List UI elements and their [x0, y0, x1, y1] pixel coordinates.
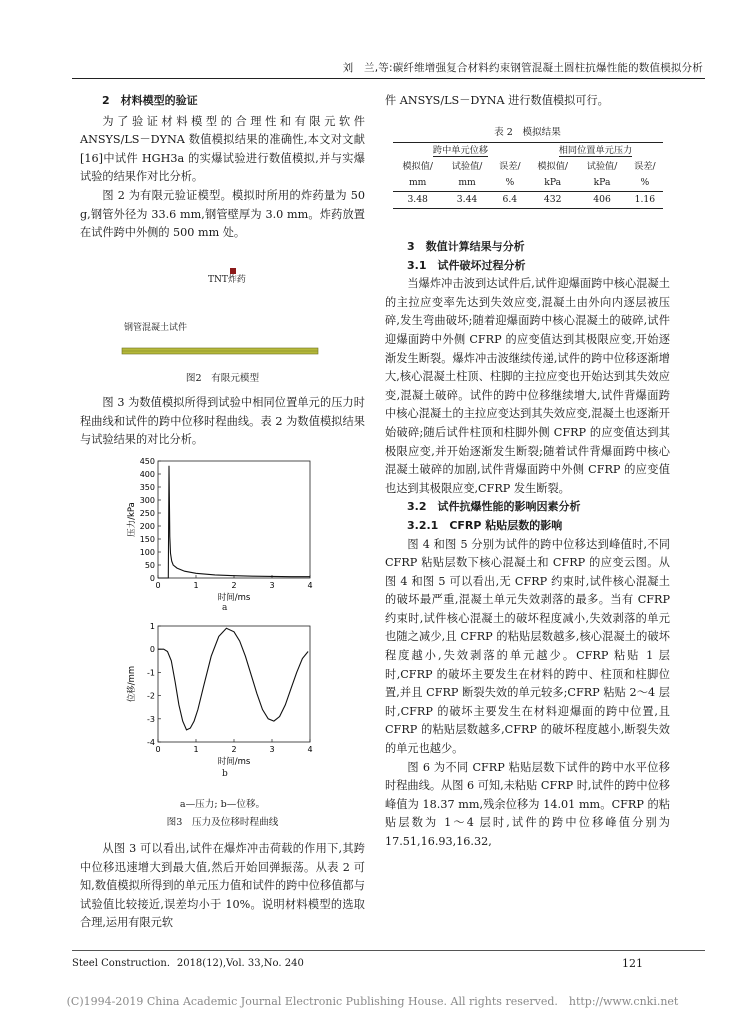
x-tick-label: 3	[269, 581, 275, 590]
left-column	[80, 92, 365, 243]
x-tick-label: 2	[231, 745, 237, 754]
y-tick-label: 200	[139, 522, 155, 531]
y-tick-label: 450	[139, 457, 155, 466]
paragraph: 图 3 为数值模拟所得到试验中相同位置单元的压力时程曲线和试件的跨中位移时程曲线。表 2 为数值模拟结果与试验结果的对比分析。	[80, 396, 365, 447]
figure-3-legend: a—压力; b—位移。	[179, 799, 266, 810]
right-column-body	[385, 238, 670, 852]
table-2	[393, 142, 663, 209]
pressure-time-chart	[120, 455, 330, 615]
x-axis-label: 时间/ms	[217, 757, 251, 767]
footer-rule	[72, 950, 705, 951]
table-unit: mm	[458, 177, 476, 188]
x-tick-label: 0	[155, 745, 161, 754]
y-tick-label: 0	[149, 574, 155, 583]
table-col-header: 试验值/	[451, 161, 483, 172]
series-line-压力	[158, 466, 310, 578]
table-group-header: 跨中单元位移	[393, 143, 528, 160]
x-tick-label: 1	[193, 581, 199, 590]
tnt-label: TNT炸药	[208, 275, 246, 285]
paragraph: 为了验证材料模型的合理性和有限元软件 ANSYS/LS－DYNA 数值模拟结果的准确性,本文对文献[16]中试件 HGH3a 的实爆试验进行数值模拟,并与实爆试验的结果作对比分析。	[80, 114, 365, 184]
y-tick-label: 1	[149, 622, 155, 631]
plot-frame	[158, 461, 310, 578]
y-axis-label: 位移/mm	[127, 665, 137, 703]
paragraph: 当爆炸冲击波到达试件后,试件迎爆面跨中核心混凝土的主拉应变率先达到失效应变,混凝土由外向内逐层被压碎,发生弯曲破坏;随着迎爆面跨中核心混凝土的破碎,试件迎爆面跨中外侧 CFRP 的应变值达到其极限应变,开始逐渐发生断裂。爆炸冲击波继续传递,试件的跨中位移逐渐增大,核心混凝土柱顶、柱脚的主拉应变也开始达到其失效应变,混凝土破碎。试件的跨中位移继续增大,试件背爆面跨中核心混凝土的主拉应变达到其失效应变,混凝土也逐渐开始破碎;随后试件柱顶和柱脚外侧 CFRP 的应变值达到其极限应变,并开始逐渐发生断裂;随着试件背爆面跨中核心混凝土破碎的加剧,试件背爆面跨中外侧 CFRP 的应变值也达到其极限应变,CFRP 发生断裂。	[385, 277, 670, 495]
y-tick-label: -3	[147, 714, 155, 724]
y-tick-label: 150	[139, 535, 155, 544]
left-column-3	[80, 840, 365, 933]
table-row	[393, 192, 663, 209]
paragraph: 图 6 为不同 CFRP 粘贴层数下试件的跨中水平位移时程曲线。从图 6 可知,未粘贴 CFRP 时,试件的跨中位移峰值为 18.37 mm,残余位移为 14.01 mm。CFRP 的粘贴层数为 1～4 层时,试件的跨中位移峰值分别为 17.51,16.93,16.32,	[385, 760, 670, 848]
y-tick-label: 350	[139, 483, 155, 492]
x-tick-label: 4	[307, 745, 313, 754]
paragraph-continuation: 件 ANSYS/LS－DYNA 进行数值模拟可行。	[385, 94, 609, 107]
x-tick-label: 3	[269, 745, 275, 754]
copyright-notice: (C)1994-2019 China Academic Journal Electronic Publishing House. All rights reserved. http://www.cnki.net	[66, 995, 679, 1008]
displacement-time-chart	[120, 620, 330, 788]
paragraph: 图 2 为有限元验证模型。模拟时所用的炸药量为 50 g,钢管外径为 33.6 mm,钢管壁厚为 3.0 mm。炸药放置在试件跨中外侧的 500 mm 处。	[80, 188, 365, 240]
figure-2-caption: 图2 有限元模型	[185, 373, 260, 384]
paragraph: 从图 3 可以看出,试件在爆炸冲击荷载的作用下,其跨中位移迅速增大到最大值,然后开始回弹振荡。从表 2 可知,数值模拟所得到的单元压力值和试件的跨中位移值都与试验值比较接近,误差均小于 10%。说明材料模型的选取合理,运用有限元软	[80, 842, 365, 930]
section-3-1-heading: 3.1 试件破坏过程分析	[407, 258, 526, 272]
y-tick-label: 400	[139, 470, 155, 479]
journal-citation: Steel Construction．2018(12),Vol. 33,No. 240	[72, 958, 304, 969]
y-tick-label: 50	[144, 561, 155, 570]
header-rule	[72, 78, 705, 79]
table-cell: 1.16	[627, 192, 663, 209]
plot-frame	[158, 626, 310, 742]
y-tick-label: -1	[147, 668, 155, 678]
figure-3-caption: 图3 压力及位移时程曲线	[166, 817, 279, 828]
table-unit: %	[640, 177, 650, 188]
table-cell: 432	[528, 192, 577, 209]
table-unit: mm	[408, 177, 427, 188]
x-axis-label: 时间/ms	[217, 593, 251, 603]
table-col-header: 误差/	[499, 161, 521, 172]
table-cell: 3.48	[393, 192, 442, 209]
x-tick-label: 0	[155, 581, 161, 590]
panel-b-label: b	[222, 769, 228, 779]
specimen-label: 钢管混凝土试件	[124, 323, 188, 333]
running-title: 刘 兰,等:碳纤维增强复合材料约束钢管混凝土圆柱抗爆性能的数值模拟分析	[342, 62, 703, 74]
table-col-header: 试验值/	[586, 161, 618, 172]
section-3-2-heading: 3.2 试件抗爆性能的影响因素分析	[407, 500, 581, 514]
section-3-heading: 3 数值计算结果与分析	[407, 240, 525, 253]
table-cell: 406	[577, 192, 626, 209]
paragraph: 图 4 和图 5 分别为试件的跨中位移达到峰值时,不同 CFRP 粘贴层数下核心混凝土和 CFRP 的应变云图。从图 4 和图 5 可以看出,无 CFRP 约束时,试件核心混凝土的破坏最严重,混凝土单元失效剥落的最多。当有 CFRP 约束时,试件核心混凝土的破坏程度减小,失效剥落的单元也随之减少,且 CFRP 的粘贴层数越多,核心混凝土的破坏程度越小,失效剥落的单元越少。CFRP 粘贴 1 层时,CFRP 的破坏主要发生在材料的跨中、柱顶和柱脚位置,并且 CFRP 断裂失效的单元较多;CFRP 粘贴 2～4 层时,CFRP 的破坏主要发生在材料迎爆面的跨中位置,且 CFRP 的粘贴层数越多,CFRP 的破坏程度越小,断裂失效的单元也越少。	[385, 537, 670, 756]
table-col-header: 模拟值/	[537, 161, 568, 172]
x-tick-label: 4	[307, 581, 313, 590]
panel-a-label: a	[222, 603, 228, 613]
left-column-2	[80, 394, 365, 450]
table-cell: 6.4	[492, 192, 528, 209]
page-number: 121	[622, 957, 643, 970]
table-unit: kPa	[544, 177, 562, 188]
section-3-2-1-heading: 3.2.1 CFRP 粘贴层数的影响	[407, 518, 563, 532]
right-column-top	[385, 92, 670, 111]
y-tick-label: 100	[139, 548, 155, 557]
section-2-heading: 2 材料模型的验证	[102, 94, 198, 107]
table-unit: %	[505, 177, 515, 188]
table-2-title: 表 2 模拟结果	[494, 127, 561, 138]
table-unit: kPa	[593, 177, 611, 188]
series-line-位移	[158, 628, 308, 730]
y-tick-label: -2	[147, 691, 155, 701]
y-tick-label: -4	[147, 738, 155, 747]
table-col-header: 模拟值/	[402, 161, 434, 172]
y-axis-label: 压力/kPa	[127, 502, 137, 537]
table-group-header: 相同位置单元压力	[528, 143, 663, 160]
x-tick-label: 1	[193, 745, 199, 754]
table-col-header: 误差/	[634, 161, 656, 172]
y-tick-label: 0	[149, 645, 155, 655]
x-tick-label: 2	[231, 581, 237, 590]
y-tick-label: 250	[139, 509, 155, 518]
y-tick-label: 300	[139, 496, 155, 505]
table-cell: 3.44	[442, 192, 491, 209]
